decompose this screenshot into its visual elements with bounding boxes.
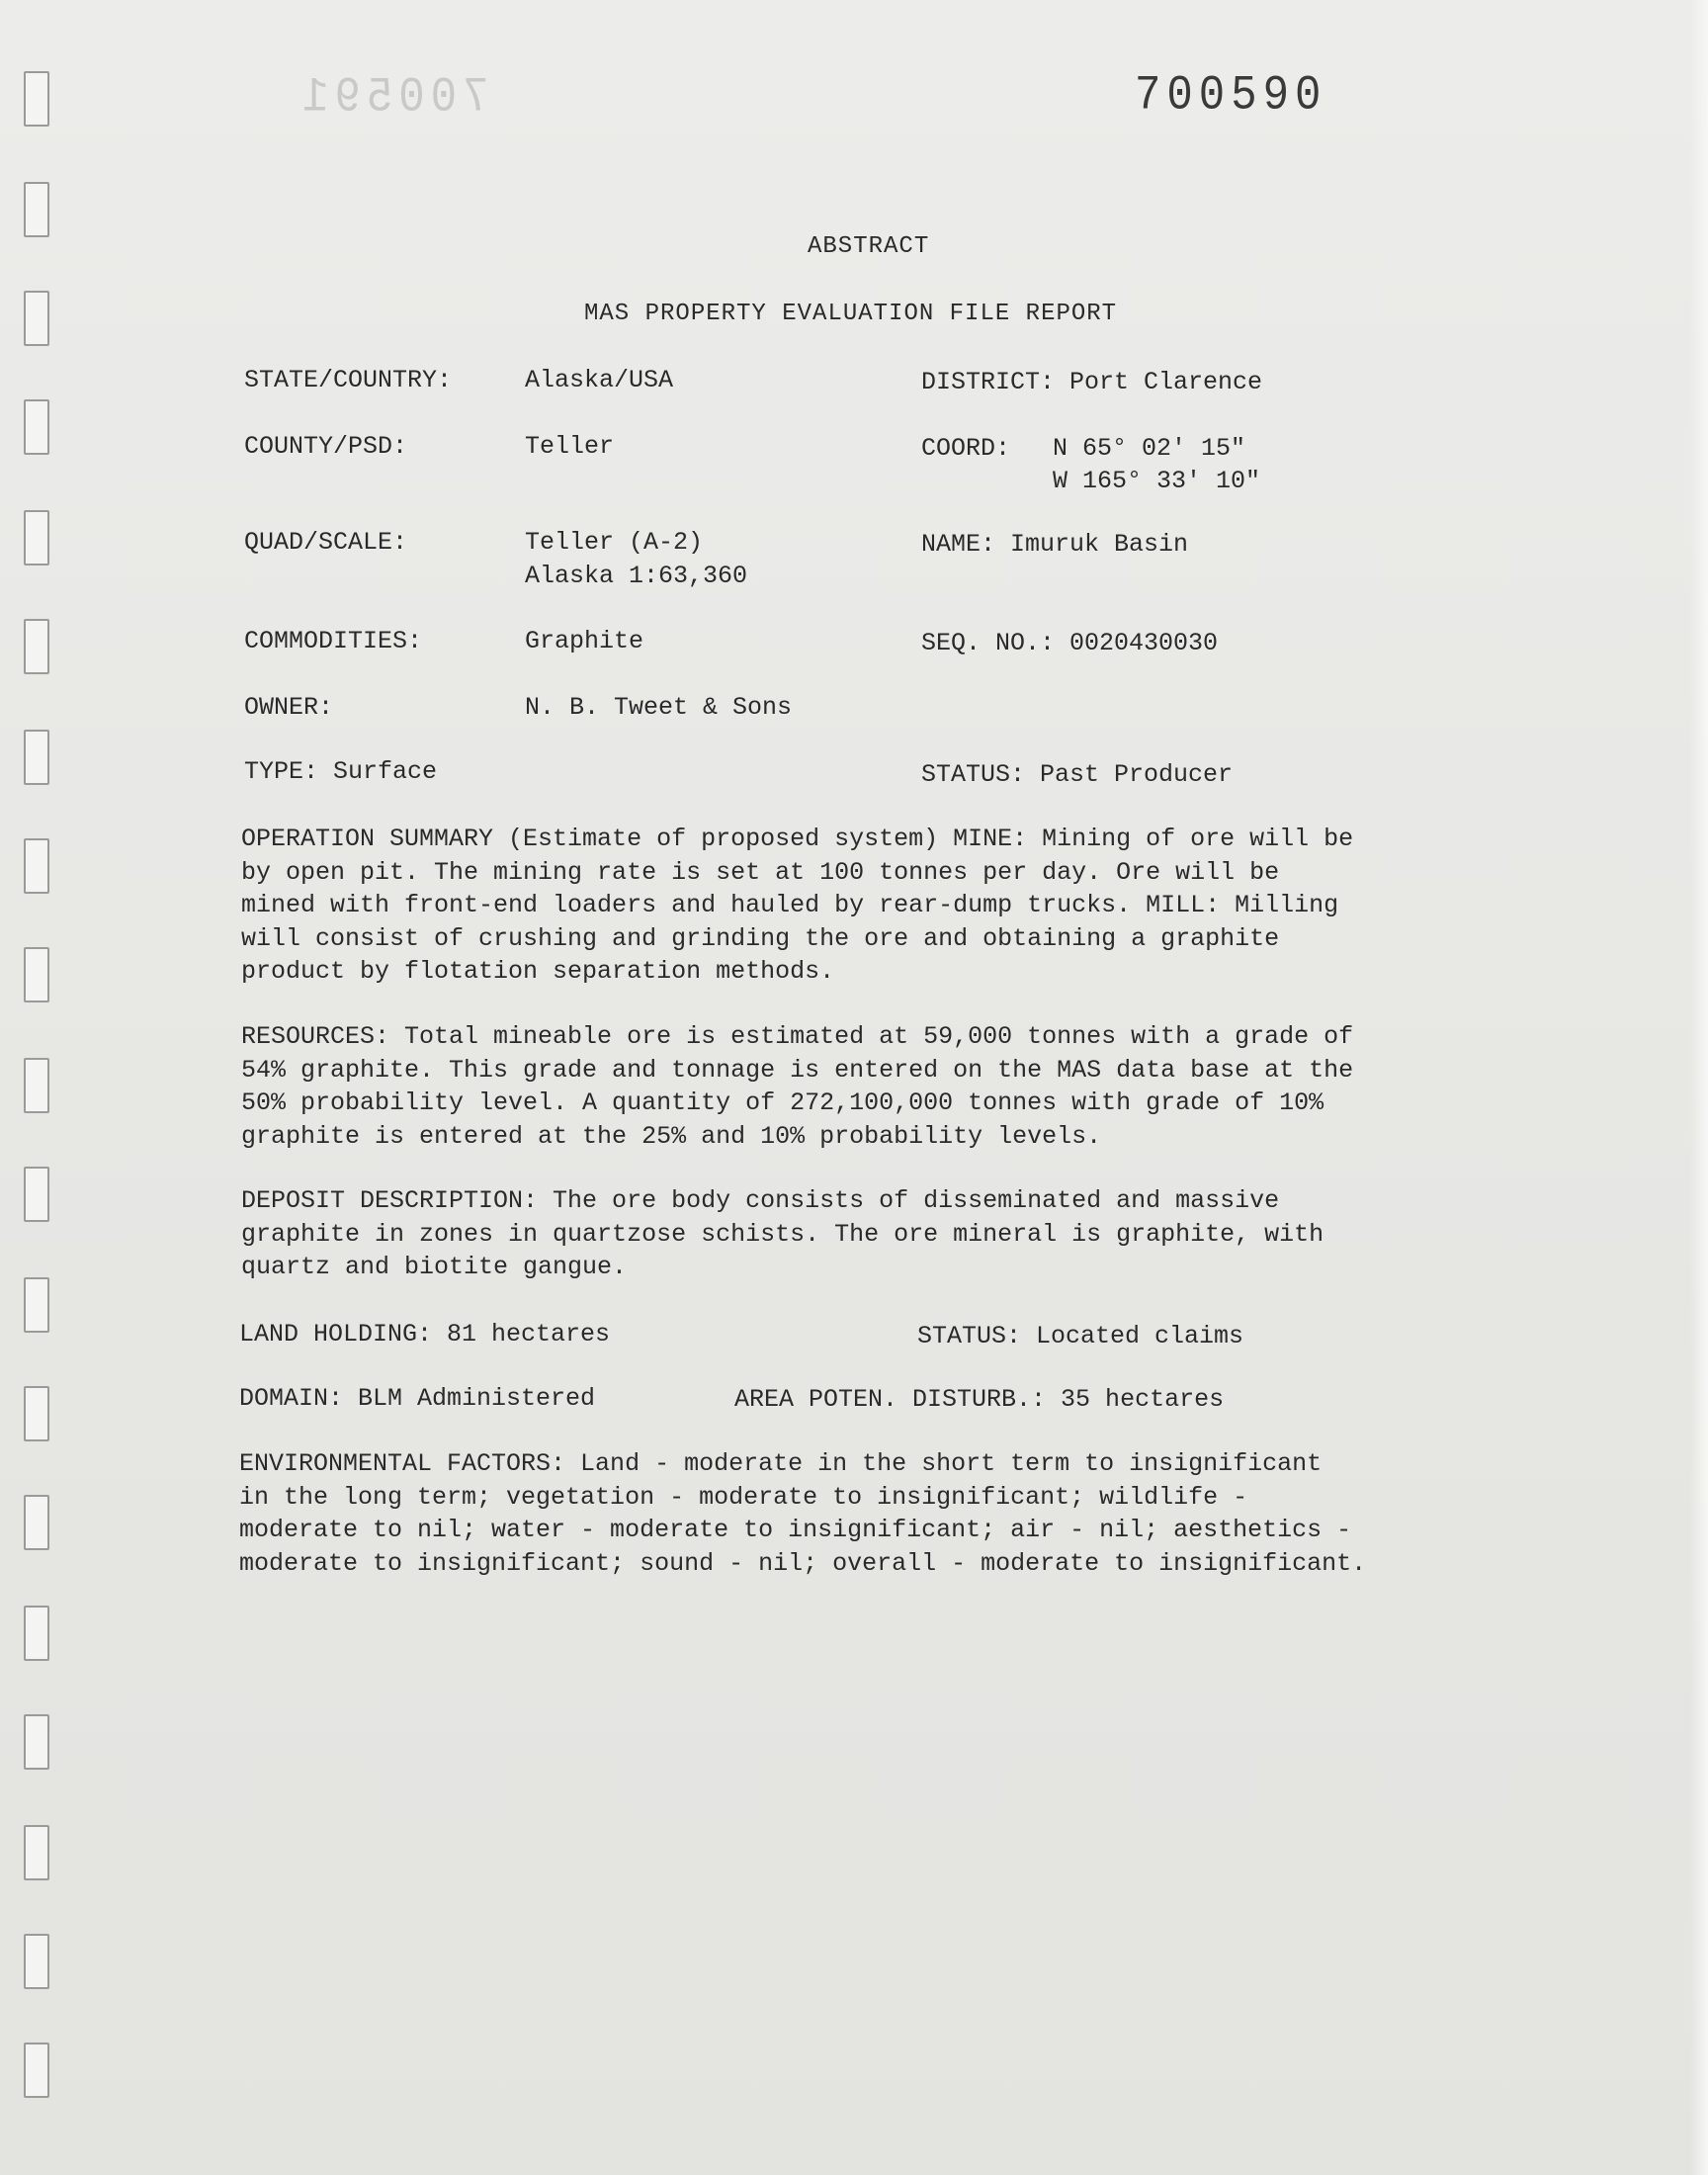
punch-hole xyxy=(24,399,49,455)
punch-hole xyxy=(24,510,49,566)
operation-summary-line: by open pit. The mining rate is set at 100 tonnes per day. Ore will be xyxy=(241,857,1280,887)
domain-field: DOMAIN: BLM Administered xyxy=(239,1384,596,1413)
county-value: Teller xyxy=(525,432,615,461)
punch-hole xyxy=(24,1386,49,1441)
deposit-description xyxy=(241,1184,1526,1284)
coord-north: N 65° 02' 15" xyxy=(1053,434,1246,463)
operation-summary-line: mined with front-end loaders and hauled by rear-dump trucks. MILL: Milling xyxy=(241,891,1339,919)
environmental-factors xyxy=(239,1447,1524,1580)
name-field: NAME: Imuruk Basin xyxy=(921,530,1189,559)
commodities-label: COMMODITIES: xyxy=(244,627,423,655)
bleed-through-number: 700591 xyxy=(297,70,489,126)
punch-hole xyxy=(24,291,49,346)
punch-hole-strip xyxy=(14,0,53,2175)
type-field: TYPE: Surface xyxy=(244,757,438,786)
document-number: 700590 xyxy=(1135,68,1327,124)
punch-hole xyxy=(24,1606,49,1661)
deposit-description-line: graphite in zones in quartzose schists. The ore mineral is graphite, with xyxy=(241,1219,1324,1249)
punch-hole xyxy=(24,838,49,894)
county-label: COUNTY/PSD: xyxy=(244,432,408,461)
punch-hole xyxy=(24,1167,49,1222)
operation-summary-line: OPERATION SUMMARY (Estimate of proposed system) MINE: Mining of ore will be xyxy=(241,825,1354,853)
commodities-value: Graphite xyxy=(525,627,644,655)
coord-west: W 165° 33' 10" xyxy=(1053,467,1261,495)
punch-hole xyxy=(24,730,49,785)
state-country-value: Alaska/USA xyxy=(525,366,674,394)
punch-hole xyxy=(24,71,49,127)
status-field: STATUS: Past Producer xyxy=(921,760,1234,789)
resources-line: 54% graphite. This grade and tonnage is entered on the MAS data base at the xyxy=(241,1055,1354,1085)
page-edge xyxy=(1690,0,1708,2175)
district-field: DISTRICT: Port Clarence xyxy=(921,368,1263,396)
punch-hole xyxy=(24,1495,49,1550)
deposit-description-line: quartz and biotite gangue. xyxy=(241,1253,628,1281)
owner-value: N. B. Tweet & Sons xyxy=(525,693,793,722)
quad-scale-label: QUAD/SCALE: xyxy=(244,528,408,557)
operation-summary xyxy=(241,823,1526,989)
page-title: ABSTRACT xyxy=(808,233,930,260)
environmental-factors-line: in the long term; vegetation - moderate to insignificant; wildlife - xyxy=(239,1482,1248,1512)
resources-line: 50% probability level. A quantity of 272,100,000 tonnes with grade of 10% xyxy=(241,1088,1324,1117)
punch-hole xyxy=(24,1825,49,1880)
punch-hole xyxy=(24,947,49,1002)
resources-paragraph xyxy=(241,1020,1526,1153)
quad-scale-value-1: Teller (A-2) xyxy=(525,528,704,557)
land-holding-field: LAND HOLDING: 81 hectares xyxy=(239,1320,611,1348)
area-disturbance-field: AREA POTEN. DISTURB.: 35 hectares xyxy=(734,1385,1225,1414)
resources-line: RESOURCES: Total mineable ore is estimated at 59,000 tonnes with a grade of xyxy=(241,1022,1354,1051)
deposit-description-line: DEPOSIT DESCRIPTION: The ore body consists of disseminated and massive xyxy=(241,1186,1280,1215)
environmental-factors-line: moderate to insignificant; sound - nil; overall - moderate to insignificant. xyxy=(239,1548,1367,1578)
punch-hole xyxy=(24,1934,49,1989)
operation-summary-line: product by flotation separation methods. xyxy=(241,957,835,986)
environmental-factors-line: ENVIRONMENTAL FACTORS: Land - moderate in the short term to insignificant xyxy=(239,1449,1323,1478)
land-status-field: STATUS: Located claims xyxy=(917,1322,1244,1350)
punch-hole xyxy=(24,2043,49,2098)
report-subtitle: MAS PROPERTY EVALUATION FILE REPORT xyxy=(584,301,1118,327)
operation-summary-line: will consist of crushing and grinding the ore and obtaining a graphite xyxy=(241,923,1280,953)
punch-hole xyxy=(24,182,49,237)
resources-line: graphite is entered at the 25% and 10% probability levels. xyxy=(241,1121,1102,1151)
seq-no-field: SEQ. NO.: 0020430030 xyxy=(921,629,1219,657)
punch-hole xyxy=(24,1277,49,1333)
environmental-factors-line: moderate to nil; water - moderate to insignificant; air - nil; aesthetics - xyxy=(239,1516,1352,1544)
owner-label: OWNER: xyxy=(244,693,334,722)
punch-hole xyxy=(24,619,49,674)
punch-hole xyxy=(24,1058,49,1113)
coord-label: COORD: xyxy=(921,434,1011,463)
state-country-label: STATE/COUNTRY: xyxy=(244,366,453,394)
punch-hole xyxy=(24,1714,49,1770)
quad-scale-value-2: Alaska 1:63,360 xyxy=(525,562,748,590)
